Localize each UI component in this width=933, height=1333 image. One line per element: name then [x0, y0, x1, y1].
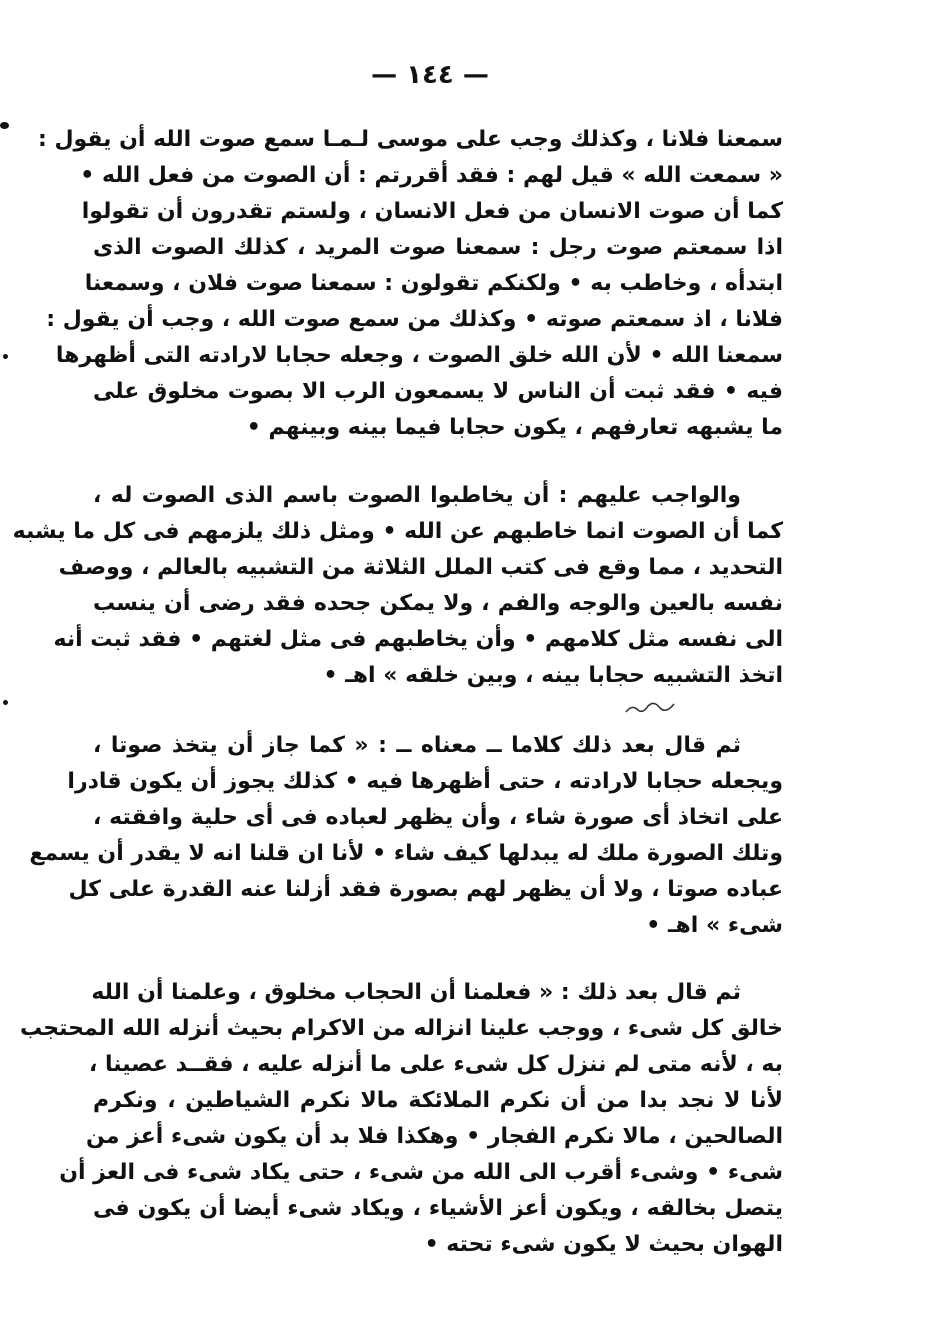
paragraph	[29, 728, 783, 944]
text-line: ويجعله حجابا لارادته ، حتى أظهرها فيه • كذلك يجوز أن يكون قادرا	[67, 769, 783, 794]
text-line: سمعنا فلانا ، وكذلك وجب على موسى لـمـا سمع صوت الله أن يقول :	[37, 127, 783, 152]
handwritten-annotation	[622, 700, 682, 716]
text-line: « سمعت الله » قيل لهم : فقد أقررتم : أن الصوت من فعل الله •	[80, 163, 783, 188]
text-line: به ، لأنه متى لم ننزل كل شىء على ما أنزله عليه ، فقــد عصينا ،	[89, 1052, 783, 1077]
paragraph	[37, 122, 783, 446]
text-line: الهوان بحيث لا يكون شىء تحته •	[424, 1232, 783, 1257]
text-line: ثم قال بعد ذلك كلاما ــ معناه ــ : « كما جاز أن يتخذ صوتا ،	[93, 733, 741, 758]
text-line: اتخذ التشبيه حجابا بينه ، وبين خلقه » اهـ •	[323, 663, 783, 688]
text-line: كما أن صوت الانسان من فعل الانسان ، ولستم تقدرون أن تقولوا	[81, 199, 783, 224]
text-line: ثم قال بعد ذلك : « فعلمنا أن الحجاب مخلوق ، وعلمنا أن الله	[91, 980, 741, 1005]
text-line: الى نفسه مثل كلامهم • وأن يخاطبهم فى مثل لغتهم • فقد ثبت أنه	[53, 627, 783, 652]
text-line: التحديد ، مما وقع فى كتب الملل الثلاثة من التشبيه بالعالم ، ووصف	[58, 555, 783, 580]
text-line: خالق كل شىء ، ووجب علينا انزاله من الاكرام بحيث أنزله الله المحتجب	[19, 1016, 783, 1041]
margin-mark	[0, 122, 9, 129]
text-line: على اتخاذ أى صورة شاء ، وأن يظهر لعباده فى أى حلية وافقته ،	[93, 805, 783, 830]
text-line: كما أن الصوت انما خاطبهم عن الله • ومثل ذلك يلزمهم فى كل ما يشبه	[12, 519, 783, 544]
margin-mark	[3, 354, 8, 359]
text-line: اذا سمعتم صوت رجل : سمعنا صوت المريد ، كذلك الصوت الذى	[93, 235, 783, 260]
text-line: ما يشبهه تعارفهم ، يكون حجابا فيما بينه وبينهم •	[246, 415, 783, 440]
text-line: شىء » اهـ •	[646, 913, 783, 938]
text-line: سمعنا الله • لأن الله خلق الصوت ، وجعله حجابا لارادته التى أظهرها	[55, 343, 783, 368]
text-line: والواجب عليهم : أن يخاطبوا الصوت باسم الذى الصوت له ،	[93, 483, 741, 508]
page-number: — ١٤٤ —	[371, 60, 489, 90]
text-line: لأنا لا نجد بدا من أن نكرم الملائكة مالا نكرم الشياطين ، ونكرم	[93, 1088, 783, 1113]
text-line: فيه • فقد ثبت أن الناس لا يسمعون الرب الا بصوت مخلوق على	[93, 379, 783, 404]
text-line: عباده صوتا ، ولا أن يظهر لهم بصورة فقد أزلنا عنه القدرة على كل	[68, 877, 783, 902]
paragraph	[12, 478, 783, 694]
text-line: يتصل بخالقه ، ويكون أعز الأشياء ، ويكاد شىء أيضا أن يكون فى	[93, 1196, 783, 1221]
text-line: نفسه بالعين والوجه والفم ، ولا يمكن جحده فقد رضى أن ينسب	[93, 591, 783, 616]
text-line: الصالحين ، مالا نكرم الفجار • وهكذا فلا بد أن يكون شىء أعز من	[86, 1124, 783, 1149]
text-line: وتلك الصورة ملك له يبدلها كيف شاء • لأنا ان قلنا انه لا يقدر أن يسمع	[29, 841, 783, 866]
paragraph	[19, 975, 783, 1263]
text-line: شىء • وشىء أقرب الى الله من شىء ، حتى يكاد شىء فى العز أن	[59, 1160, 783, 1185]
text-line: ابتدأه ، وخاطب به • ولكنكم تقولون : سمعنا صوت فلان ، وسمعنا	[84, 271, 783, 296]
text-line: فلانا ، اذ سمعتم صوته • وكذلك من سمع صوت الله ، وجب أن يقول :	[46, 307, 783, 332]
margin-mark	[3, 700, 8, 705]
